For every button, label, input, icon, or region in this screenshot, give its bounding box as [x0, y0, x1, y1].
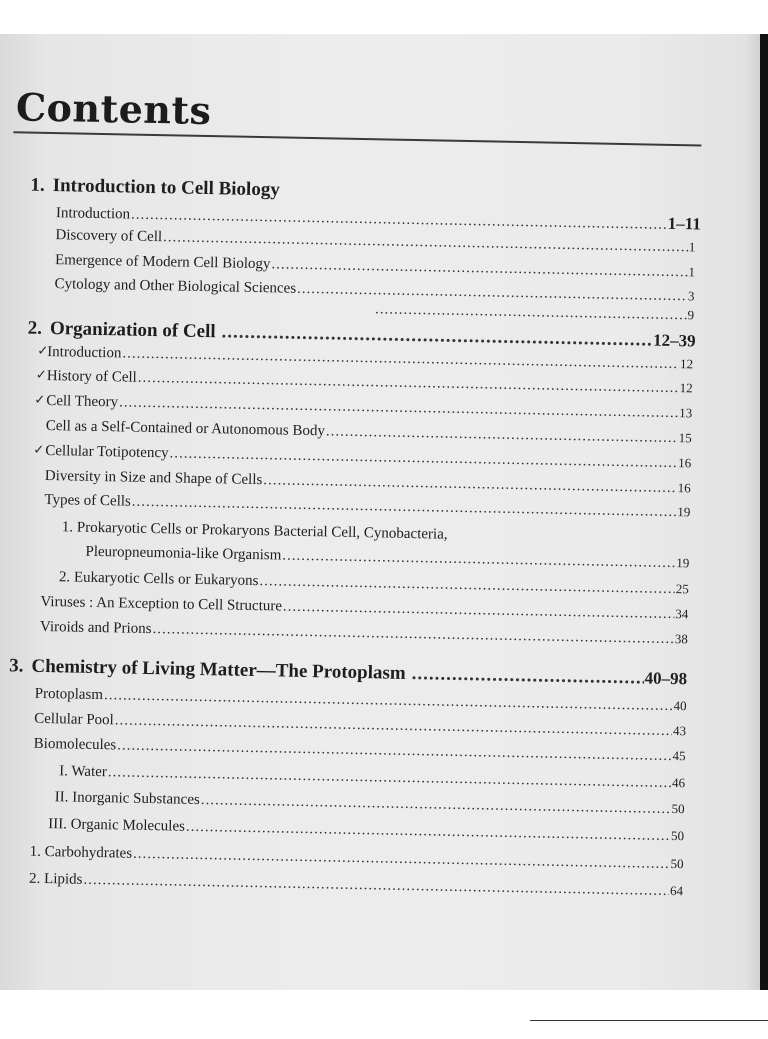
toc-subentry-label: 1. Prokaryotic Cells or Prokaryons Bacterial Cell, Cynobacteria, [61, 519, 448, 543]
chapter-number: 3. [9, 655, 24, 677]
chapter-page-range: 40–98 [644, 668, 688, 689]
leader-dots [375, 301, 687, 324]
toc-entry-page: 1 [688, 239, 696, 255]
toc-entry-page: 40 [673, 698, 687, 714]
chapter-title: Organization of Cell [49, 318, 216, 343]
chapter-heading [9, 655, 687, 690]
toc-entry-label: 2. Lipids [28, 870, 83, 888]
leader-dots [169, 445, 677, 472]
toc-entry-page: 16 [678, 455, 692, 471]
toc-entry [46, 393, 692, 422]
toc-entry-page: 50 [670, 856, 684, 872]
toc-entry [55, 789, 685, 818]
chapter-number: 1. [30, 174, 45, 196]
toc-entry-label: Introduction [47, 343, 122, 362]
toc-entry [45, 443, 691, 472]
toc-entry-page: 64 [669, 883, 684, 899]
leader-dots [201, 792, 671, 818]
toc-entry [48, 816, 684, 845]
leader-dots [115, 712, 673, 740]
toc-entry-label: Cell Theory [46, 392, 119, 411]
toc-entry-page: 34 [675, 606, 689, 622]
leader-dots [119, 394, 678, 422]
toc-entry-label: Cytology and Other Biological Sciences [54, 276, 297, 297]
toc-entry-label: III. Organic Molecules [48, 816, 186, 835]
leader-dots [282, 548, 675, 573]
toc-entry-label: Viroids and Prions [39, 618, 152, 638]
toc-entry-label: 1. Carbohydrates [29, 843, 133, 862]
leader-dots [163, 229, 688, 256]
chapter-title: Introduction to Cell Biology [52, 175, 280, 201]
toc-entry-page: 46 [671, 775, 686, 791]
toc-entry-label: History of Cell [46, 367, 137, 386]
toc-entry-page: 25 [675, 581, 689, 597]
toc-entry-label: Cell as a Self-Contained or Autonomous Body [45, 417, 326, 440]
toc-entry [59, 763, 685, 792]
toc-entry-label: Discovery of Cell [55, 227, 163, 246]
toc-entry-label: Emergence of Modern Cell Biology [54, 252, 271, 273]
leader-dots [117, 737, 672, 765]
handwritten-tick-mark: ✓ [34, 392, 46, 408]
leader-dots [259, 573, 675, 598]
toc-entry-label: II. Inorganic Substances [54, 789, 200, 808]
toc-entry [40, 619, 688, 648]
leader-dots [221, 321, 652, 351]
chapter-page-range: 1–11 [667, 213, 702, 234]
toc-entry [374, 301, 694, 324]
toc-entry [44, 492, 690, 521]
toc-entry-label: Cellular Pool [34, 710, 114, 729]
handwritten-tick-mark: ✓ [33, 442, 45, 458]
toc-entry-page: 50 [671, 801, 685, 817]
toc-entry-label: Introduction [55, 205, 131, 223]
leader-dots [412, 663, 644, 689]
leader-dots [152, 621, 674, 648]
chapter-title: Chemistry of Living Matter—The Protoplasm [31, 655, 406, 684]
toc-entry-page: 19 [676, 555, 690, 571]
toc-entry-page: 13 [679, 405, 693, 421]
toc-entry [59, 569, 689, 598]
toc-entry-label: Pleuropneumonia-like Organism [85, 543, 282, 564]
title-rule [13, 131, 701, 146]
toc-entry [85, 544, 689, 573]
chapter-heading [30, 175, 330, 203]
toc-entry-page: 50 [670, 828, 685, 844]
footer-rule [530, 1020, 768, 1021]
toc-entry-label: Biomolecules [33, 735, 117, 754]
handwritten-tick-mark: ✓ [35, 367, 47, 383]
toc-entry [46, 418, 692, 447]
toc-entry-page: 16 [677, 480, 691, 496]
leader-dots [326, 423, 678, 447]
toc-entry-label: Types of Cells [44, 491, 132, 510]
toc-entry-page: 1 [688, 264, 696, 280]
leader-dots [138, 370, 679, 397]
toc-entry-page: 3 [687, 288, 695, 304]
toc-entry [47, 368, 693, 397]
leader-dots [297, 281, 687, 305]
leader-dots [83, 872, 669, 900]
toc-entry-page: 43 [672, 723, 687, 739]
leader-dots [133, 846, 670, 873]
toc-entry-page: 19 [677, 504, 691, 520]
toc-entry-page: 45 [672, 748, 686, 764]
toc-entry [29, 871, 683, 901]
toc-entry [34, 736, 686, 766]
toc-entry-label: Protoplasm [34, 685, 104, 704]
toc-entry-label: Viruses : An Exception to Cell Structure [40, 593, 283, 615]
chapter-page-range: 12–39 [652, 330, 696, 351]
toc-entry-label: I. Water [59, 763, 108, 781]
toc-entry-label: Cellular Totipotency [45, 442, 169, 462]
toc-entry-label: 2. Eukaryotic Cells or Eukaryons [58, 569, 259, 590]
toc-entry-page: 15 [678, 430, 692, 446]
leader-dots [108, 764, 672, 792]
toc-entry-page: 12 [680, 356, 694, 372]
handwritten-tick-mark: ✓ [37, 343, 49, 359]
leader-dots [263, 472, 677, 497]
leader-dots [104, 687, 673, 715]
toc-entry-label: Diversity in Size and Shape of Cells [44, 467, 263, 489]
chapter-number: 2. [27, 317, 43, 339]
leader-dots [283, 599, 675, 624]
leader-dots [132, 494, 677, 521]
toc-entry [35, 686, 687, 716]
page-title: Contents [15, 84, 212, 134]
leader-dots [186, 819, 670, 845]
toc-entry-page: 12 [679, 380, 693, 396]
toc-entry-page: 38 [674, 631, 689, 647]
toc-entry [34, 711, 686, 741]
toc-entry [40, 594, 688, 623]
leader-dots [271, 256, 687, 281]
toc-entry [29, 844, 683, 874]
toc-entry-page: 9 [687, 307, 695, 323]
